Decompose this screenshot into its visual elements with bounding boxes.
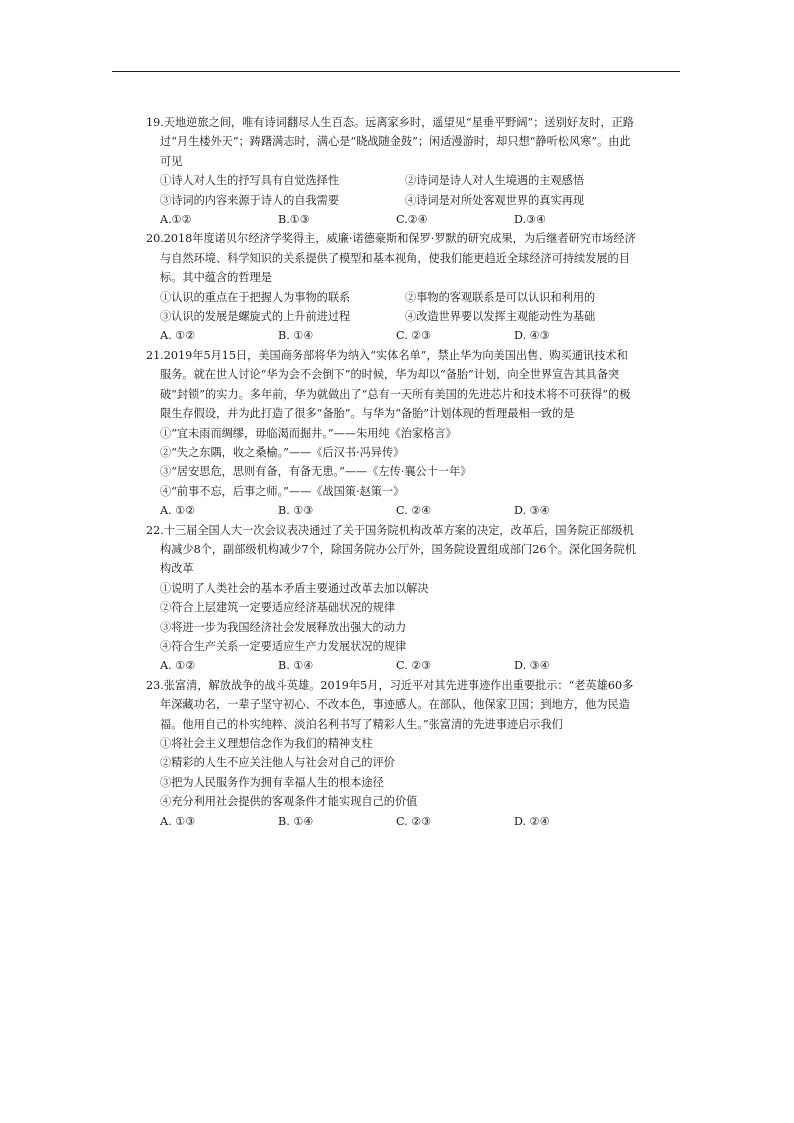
option-4: ④充分利用社会提供的客观条件才能实现自己的价值 (160, 795, 418, 809)
option-3: ③诗词的内容来源于诗人的自我需要 (160, 193, 340, 207)
answer-a: A. ①② (160, 504, 196, 518)
answer-c: C.②④ (396, 213, 428, 227)
option-list (146, 734, 638, 812)
option-2: ②诗词是诗人对人生境遇的主观感悟 (405, 174, 585, 188)
option-1: ①将社会主义理想信念作为我们的精神支柱 (160, 737, 373, 750)
question-stem: 19.天地逆旅之间，唯有诗词翻尽人生百态。远离家乡时，遥望见“星垂平野阔”；送别好友时，正路过“月生楼外天”；踌躇满志时，满心是“晓战随金鼓”；闲适漫游时，却只想“静听松风寒”。由此可见 (146, 116, 634, 168)
option-1: ①诗人对人生的抒写具有自觉选择性 (160, 174, 340, 188)
answer-c: C. ②③ (396, 329, 432, 343)
option-1: ①说明了人类社会的基本矛盾主要通过改革去加以解决 (160, 581, 429, 595)
option-4: ④改造世界要以发挥主观能动性为基础 (405, 310, 596, 324)
option-4: ④符合生产关系一定要适应生产力发展状况的规律 (160, 639, 407, 653)
question-stem: 22.十三届全国人大一次会议表决通过了关于国务院机构改革方案的决定，改革后，国务院正部级机构减少8个，副部级机构减少7个，除国务院办公厅外，国务院设置组成部门26个。深化国务院机构改革 (146, 523, 636, 576)
answer-b: B. ①④ (278, 329, 314, 343)
answer-a: A. ①③ (160, 814, 196, 828)
answer-c: C. ②④ (396, 504, 432, 518)
option-grid (146, 288, 638, 327)
option-1: ①认识的重点在于把握人为事物的联系 (160, 290, 351, 304)
answer-d: D. ③④ (514, 659, 550, 673)
option-3: ③认识的发展是螺旋式的上升前进过程 (160, 310, 351, 324)
option-2: ②“失之东隅，收之桑榆。”——《后汉书·冯异传》 (160, 445, 405, 459)
question-list (146, 113, 638, 831)
option-2: ②符合上层建筑一定要适应经济基础状况的规律 (160, 601, 395, 615)
answer-c: C. ②③ (396, 814, 432, 828)
answer-b: B. ①③ (278, 504, 314, 518)
answer-b: B. ①④ (278, 814, 314, 828)
answer-d: D.③④ (514, 213, 547, 227)
answer-d: D. ②④ (514, 814, 550, 828)
answer-c: C. ②③ (396, 659, 432, 673)
answer-choices (146, 812, 638, 831)
option-2: ②精彩的人生不应关注他人与社会对自己的评价 (160, 756, 395, 770)
option-2: ②事物的客观联系是可以认识和利用的 (405, 290, 596, 304)
option-1: ①“宜未雨而绸缪，毋临渴而掘井。”——朱用纯《治家格言》 (160, 426, 457, 440)
answer-choices (146, 656, 638, 675)
option-4: ④诗词是对所处客观世界的真实再现 (405, 193, 585, 207)
question-stem: 20.2018年度诺贝尔经济学奖得主，威廉·诺德豪斯和保罗·罗默的研究成果，为后继者研究市场经济与自然环境、科学知识的关系提供了模型和基本视角，使我们能更趋近全球经济可持续发展的目标。其中蕴含的哲理是 (146, 232, 636, 285)
question-22 (146, 521, 638, 676)
header-rule (112, 71, 680, 72)
option-list (146, 424, 638, 502)
option-3: ③把为人民服务作为拥有幸福人生的根本途径 (160, 775, 384, 789)
answer-b: B. ①④ (278, 659, 314, 673)
answer-d: D. ③④ (514, 504, 550, 518)
question-19 (146, 113, 638, 229)
answer-a: A.①② (160, 213, 192, 227)
option-list (146, 579, 638, 657)
option-3: ③“居安思危，思则有备，有备无患。”——《左传·襄公十一年》 (160, 465, 472, 479)
question-21 (146, 346, 638, 521)
answer-choices (146, 326, 638, 345)
answer-choices (146, 501, 638, 520)
answer-a: A. ①② (160, 329, 196, 343)
answer-choices (146, 210, 638, 229)
question-20 (146, 229, 638, 345)
answer-a: A. ①② (160, 659, 196, 673)
option-3: ③将进一步为我国经济社会发展释放出强大的动力 (160, 620, 407, 634)
question-23 (146, 676, 638, 831)
question-stem: 21.2019年5月15日，美国商务部将华为纳入“实体名单”，禁止华为向美国出售、购买通讯技术和服务。就在世人讨论“华为会不会倒下”的时候，华为却以“备胎”计划，向全世界宣告其具备突破“封锁”的实力。多年前，华为就做出了“总有一天所有美国的先进芯片和技术将不可获得”的极限生存假设，并为此打造了很多“备胎”。与华为“备胎”计划体现的哲理最相一致的是 (146, 348, 631, 421)
question-stem: 23.张富清，解放战争的战斗英雄。2019年5月，习近平对其先进事迹作出重要批示：“老英雄60多年深藏功名，一辈子坚守初心、不改本色，事迹感人。在部队，他保家卫国；到地方，他为民造福。他用自己的朴实纯粹、淡泊名利书写了精彩人生。”张富清的先进事迹启示我们 (146, 678, 634, 731)
answer-b: B.①③ (278, 213, 310, 227)
option-grid (146, 171, 638, 210)
answer-d: D. ④③ (514, 329, 550, 343)
option-4: ④“前事不忘，后事之师。”——《战国策·赵策一》 (160, 484, 405, 498)
